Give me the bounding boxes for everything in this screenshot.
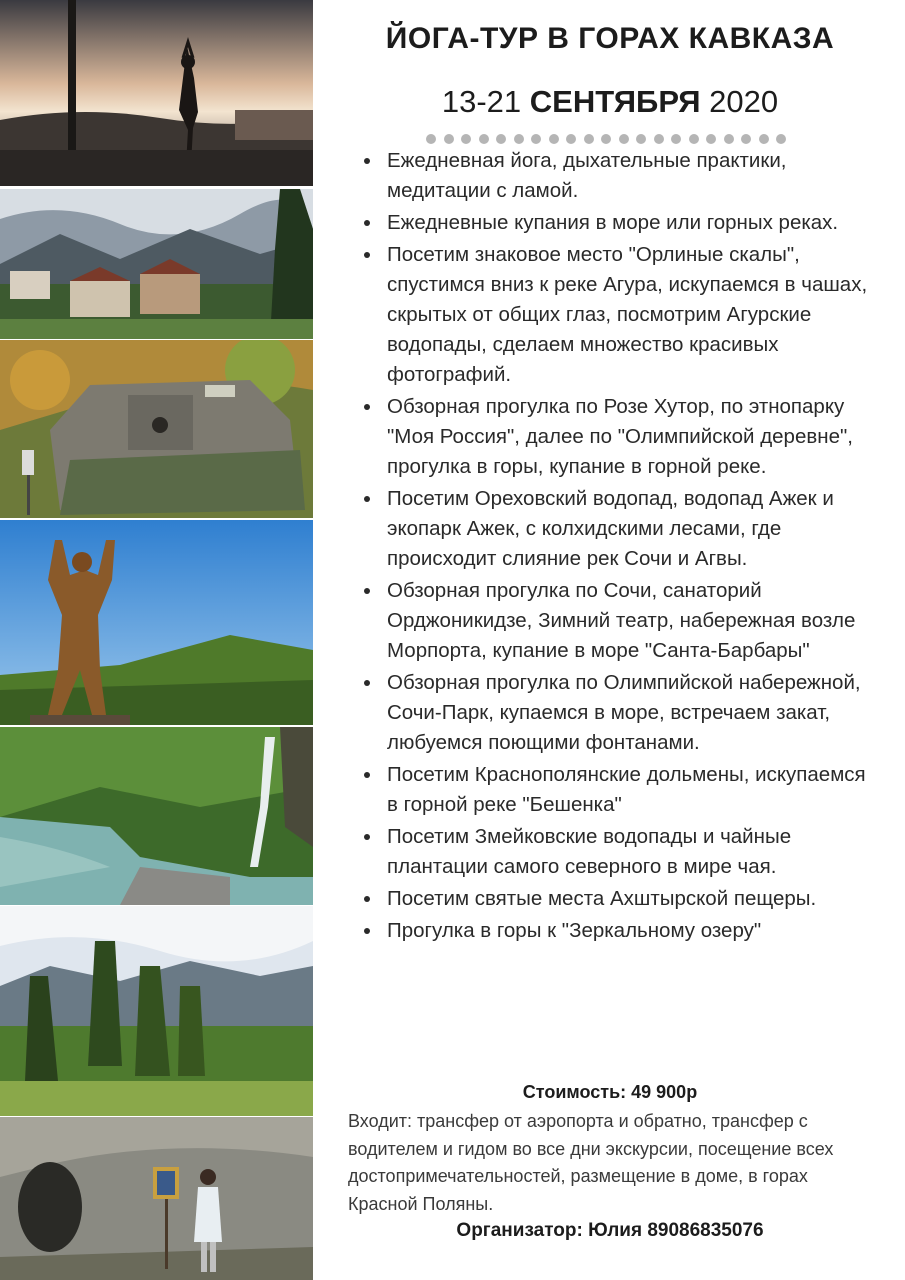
list-item: Посетим Ореховский водопад, водопад Ажек и экопарк Ажек, с колхидскими лесами, где происходит слияние рек Сочи и Агвы. — [387, 484, 882, 574]
dolmen-photo — [0, 340, 313, 518]
cave-photo — [0, 1117, 313, 1280]
list-item: Посетим святые места Ахштырской пещеры. — [387, 884, 882, 914]
dates-month: СЕНТЯБРЯ — [529, 84, 701, 119]
list-item: Ежедневные купания в море или горных реках. — [387, 208, 882, 238]
tour-dates — [330, 84, 890, 120]
list-item: Прогулка в горы к "Зеркальному озеру" — [387, 916, 882, 946]
organizer-contact: Организатор: Юлия 89086835076 — [456, 1220, 764, 1241]
price-includes: Входит: трансфер от аэропорта и обратно, трансфер с водителем и гидом во все дни экскурсии, посещение всех достопримечательностей, размещение в доме, в горах Красной Поляны. — [348, 1111, 834, 1214]
price: Стоимость: 49 900р — [522, 1082, 698, 1102]
list-item: Посетим Краснополянские дольмены, искупаемся в горной реке "Бешенка" — [387, 760, 882, 820]
list-item: Ежедневная йога, дыхательные практики, медитации с ламой. — [387, 146, 882, 206]
list-item: Обзорная прогулка по Сочи, санаторий Орджоникидзе, Зимний театр, набережная возле Морпорта, купание в море "Санта-Барбары" — [387, 576, 882, 666]
list-item: Посетим знаковое место "Орлиные скалы", спустимся вниз к реке Агура, искупаемся в чашах, скрытых от общих глаз, посмотрим Агурские водопады, сделаем множество красивых фотографий. — [387, 240, 882, 390]
mountain-village-photo — [0, 189, 313, 339]
yoga-silhouette-photo — [0, 0, 313, 186]
mountain-forest-photo — [0, 906, 313, 1116]
program-list — [387, 146, 882, 948]
content-column — [330, 0, 890, 1280]
dates-year: 2020 — [709, 84, 779, 119]
list-item: Обзорная прогулка по Олимпийской набережной, Сочи-Парк, купаемся в море, встречаем закат, любуемся поющими фонтанами. — [387, 668, 882, 758]
photo-column — [0, 0, 313, 1280]
river-waterfall-photo — [0, 727, 313, 905]
list-item: Обзорная прогулка по Розе Хутор, по этнопарку "Моя Россия", далее по "Олимпийской деревне", прогулка в горы, купание в горной реке. — [387, 392, 882, 482]
prometheus-statue-photo — [0, 520, 313, 725]
page-title: ЙОГА-ТУР В ГОРАХ КАВКАЗА — [385, 22, 835, 55]
dates-range: 13-21 — [441, 84, 522, 119]
list-item: Посетим Змейковские водопады и чайные плантации самого северного в мире чая. — [387, 822, 882, 882]
